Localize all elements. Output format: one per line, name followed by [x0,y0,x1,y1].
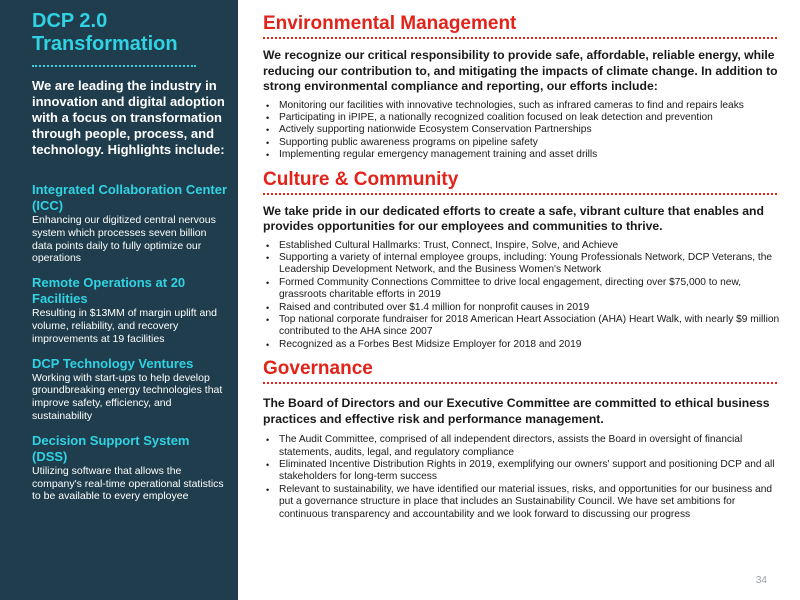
section-intro: The Board of Directors and our Executive Committee are committed to ethical business practices and effective risk and performance management. [263,396,770,426]
section-title: Governance [263,358,373,380]
highlight-decision-support [32,433,228,503]
list-item: • Participating in iPIPE, a nationally recognized coalition focused on leak detection and prevention [263,112,783,124]
list-item: • The Audit Committee, comprised of all independent directors, assists the Board in oversight of financial statements, audits, legal, and regulatory compliance [263,434,783,459]
sidebar-title [32,10,228,56]
list-item: • Recognized as a Forbes Best Midsize Employer for 2018 and 2019 [263,339,783,351]
highlight-title: DCP Technology Ventures [32,355,194,371]
page-number: 34 [755,575,767,586]
list-item: • Relevant to sustainability, we have identified our material issues, risks, and opportunities for our business and put a governance structure in place that includes an Sustainability Council. We have set ambitions for continuous transparency and accountability and we look forward to discussing our progress [263,484,783,521]
section-culture-community [263,169,783,352]
list-item: • Implementing regular emergency management training and asset drills [263,149,783,161]
bullet-list [263,240,783,352]
section-dotted-divider [263,37,777,39]
section-title: Environmental Management [263,13,517,34]
highlight-description: Enhancing our digitized central nervous system which processes seven billion data points daily to fully optimize our operations [32,214,216,265]
sidebar-title-line1: DCP 2.0 [32,10,108,32]
highlight-remote-operations [32,275,228,345]
sidebar-title-line2: Transformation [32,33,178,55]
list-item: • Supporting public awareness programs on pipeline safety [263,137,783,149]
section-governance [263,358,783,521]
section-intro: We take pride in our dedicated efforts to create a safe, vibrant culture that enables and provides opportunities for our employees and communities to thrive. [263,203,764,234]
sidebar-intro: We are leading the industry in innovation and digital adoption with a focus on transformation through people, process, and technology. Highlights include: [32,78,225,157]
list-item: • Monitoring our facilities with innovative technologies, such as infrared cameras to find and repairs leaks [263,100,783,112]
list-item: • Supporting a variety of internal employee groups, including: Young Professionals Network, DCP Veterans, the Leadership Development Network, and the Business Women's Network [263,252,783,277]
section-dotted-divider [263,382,777,384]
section-title: Culture & Community [263,168,459,190]
list-item: • Eliminated Incentive Distribution Rights in 2019, exemplifying our owners' support and positioning DCP and all stakeholders for long-term success [263,459,783,484]
highlight-description: Working with start-ups to help develop groundbreaking energy technologies that improve safety, efficiency, and sustainability [32,371,223,422]
sidebar-panel [0,0,238,600]
highlight-title: Decision Support System (DSS) [32,432,190,464]
bullet-list [263,100,783,162]
list-item: • Established Cultural Hallmarks: Trust, Connect, Inspire, Solve, and Achieve [263,240,783,252]
highlight-description: Utilizing software that allows the company's real-time operational statistics to be available to every employee [32,464,224,503]
list-item: • Formed Community Connections Committee to drive local engagement, directing over $75,000 to new, grassroots charitable efforts in 2019 [263,277,783,302]
highlight-description: Resulting in $13MM of margin uplift and volume, reliability, and recovery improvements at 19 facilities [32,307,218,345]
bullet-list [263,434,783,521]
sidebar-dotted-divider [32,65,196,67]
section-dotted-divider [263,193,777,195]
section-environmental-management [263,13,783,162]
highlight-title: Integrated Collaboration Center (ICC) [32,182,228,213]
highlight-icc [32,182,228,265]
list-item: • Top national corporate fundraiser for 2018 American Heart Association (AHA) Heart Walk, with nearly $9 million contributed to the AHA since 2007 [263,314,783,339]
list-item: • Raised and contributed over $1.4 million for nonprofit causes in 2019 [263,302,783,314]
highlight-title: Remote Operations at 20 Facilities [32,275,186,307]
section-intro: We recognize our critical responsibility to provide safe, affordable, reliable energy, while reducing our contribution to, and mitigating the impacts of climate change. In addition to strong environmental compliance and reporting, our efforts include: [263,48,778,93]
list-item: • Actively supporting nationwide Ecosystem Conservation Partnerships [263,124,783,136]
highlight-technology-ventures [32,356,228,423]
main-content [263,0,783,521]
